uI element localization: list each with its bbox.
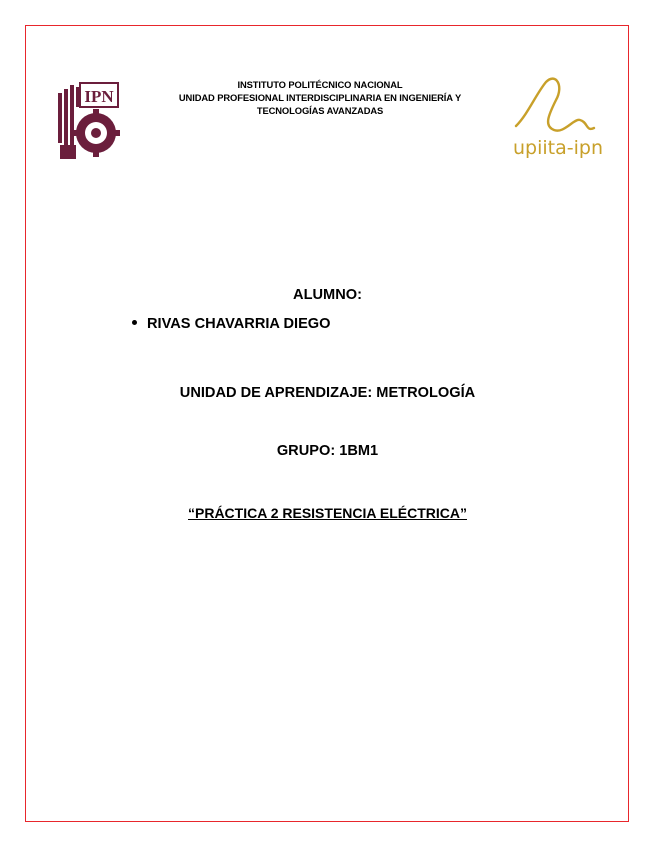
header-line-1: INSTITUTO POLITÉCNICO NACIONAL (237, 79, 403, 90)
ipn-logo-text: IPN (84, 87, 114, 106)
institution-header (140, 78, 500, 117)
alumno-label: ALUMNO: (293, 287, 362, 303)
unidad-aprendizaje: UNIDAD DE APRENDIZAJE: METROLOGÍA (179, 385, 476, 401)
upiita-logo-icon (502, 74, 614, 164)
grupo-label: GRUPO: 1BM1 (276, 443, 379, 459)
bullet-icon (132, 320, 137, 325)
practica-title: “PRÁCTICA 2 RESISTENCIA ELÉCTRICA” (188, 505, 467, 521)
header-line-2: UNIDAD PROFESIONAL INTERDISCIPLINARIA EN INGENIERÍA Y (178, 92, 462, 103)
alumno-name: RIVAS CHAVARRIA DIEGO (147, 316, 331, 332)
upiita-logo-text: upiita-ipn (513, 137, 603, 159)
ipn-logo-icon (56, 79, 122, 163)
header-line-3: TECNOLOGÍAS AVANZADAS (256, 105, 384, 116)
alumno-list-item (132, 316, 331, 332)
